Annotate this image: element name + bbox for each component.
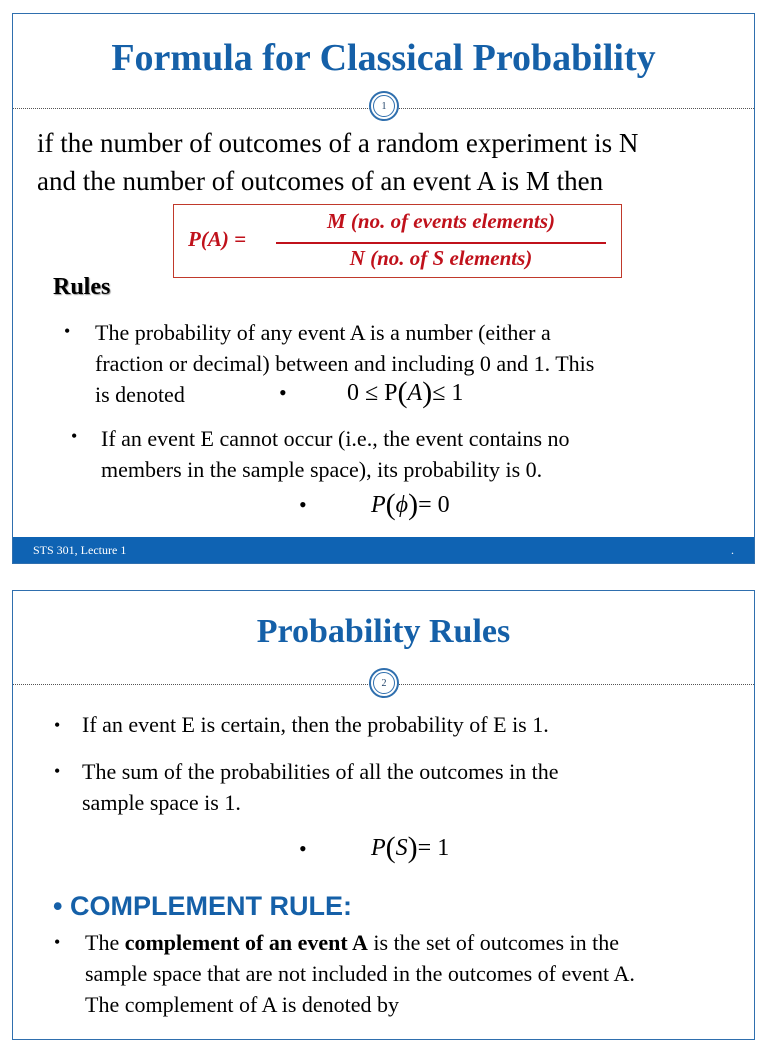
intro-line-2: and the number of outcomes of an event A is M then (37, 166, 604, 196)
bullet-dot: • (54, 761, 61, 781)
complement-heading (53, 891, 352, 922)
math-arg: ϕ (395, 492, 409, 518)
slide-title: Formula for Classical Probability (111, 37, 656, 79)
bullet-dot: • (279, 380, 287, 405)
rule-2-math: P(S)= 1 (371, 831, 450, 864)
bullet-dot: • (54, 932, 61, 952)
bullet-dot: • (299, 836, 307, 861)
slide-title: Probability Rules (256, 613, 511, 650)
complement-pre: The (85, 930, 125, 955)
math-right: = 1 (417, 835, 450, 861)
rule-2-math: P(ϕ)= 0 (371, 488, 450, 521)
footer-label: STS 301, Lecture 1 (33, 543, 127, 557)
page-number: 1 (373, 95, 395, 117)
math-right: ≤ 1 (432, 380, 464, 406)
math-arg: S (395, 835, 408, 861)
footer-dot: . (731, 543, 734, 557)
formula-denominator: N (no. of S elements) (349, 246, 533, 270)
rule-1-line-1: The probability of any event A is a number (either a (95, 320, 551, 345)
rule-1-line-3: is denoted (95, 382, 185, 407)
math-fn: P (371, 492, 386, 518)
rule-2-line-1: If an event E cannot occur (i.e., the event contains no (101, 426, 570, 451)
formula-lhs: P(A) = (188, 227, 247, 251)
math-left: 0 ≤ P (347, 380, 398, 406)
slide-2 (12, 590, 755, 1040)
complement-bold: complement of an event A (124, 930, 368, 955)
rule-2-line-2: members in the sample space), its probability is 0. (101, 457, 543, 482)
page-number: 2 (373, 672, 395, 694)
rule-1-line-2: fraction or decimal) between and including 0 and 1. This (95, 351, 595, 376)
rule-2-line-2: sample space is 1. (82, 790, 241, 815)
bullet-dot: • (71, 426, 78, 446)
rule-2-line-1: The sum of the probabilities of all the outcomes in the (82, 759, 559, 784)
slide-1 (12, 13, 755, 564)
bullet-dot: • (64, 321, 71, 341)
math-arg: A (407, 380, 423, 406)
math-right: = 0 (418, 492, 450, 518)
math-fn: P (371, 835, 386, 861)
fraction-bar (276, 242, 606, 244)
bullet-dot: • (299, 492, 307, 517)
rule-1-math: 0 ≤ P(A)≤ 1 (347, 376, 464, 409)
complement-text (85, 927, 737, 1020)
page-number-badge (369, 668, 399, 698)
slide-footer (13, 537, 754, 563)
bullet-dot: • (53, 891, 70, 921)
complement-heading-text: COMPLEMENT RULE: (69, 891, 352, 921)
rule-2-text (101, 423, 691, 485)
bullet-dot: • (54, 715, 61, 735)
page-number-badge (369, 91, 399, 121)
rules-heading: Rules (53, 274, 111, 300)
formula-box (173, 204, 622, 278)
complement-line-1 (85, 927, 737, 958)
complement-line-3: The complement of A is denoted by (85, 992, 400, 1017)
complement-rest: is the set of outcomes in the (367, 930, 620, 955)
intro-line-1: if the number of outcomes of a random experiment is N (37, 128, 639, 158)
rule-1-text: If an event E is certain, then the probability of E is 1. (82, 712, 549, 737)
complement-line-2: sample space that are not included in the outcomes of event A. (85, 961, 635, 986)
formula-numerator: M (no. of events elements) (326, 209, 556, 233)
rule-2-text (82, 756, 704, 818)
